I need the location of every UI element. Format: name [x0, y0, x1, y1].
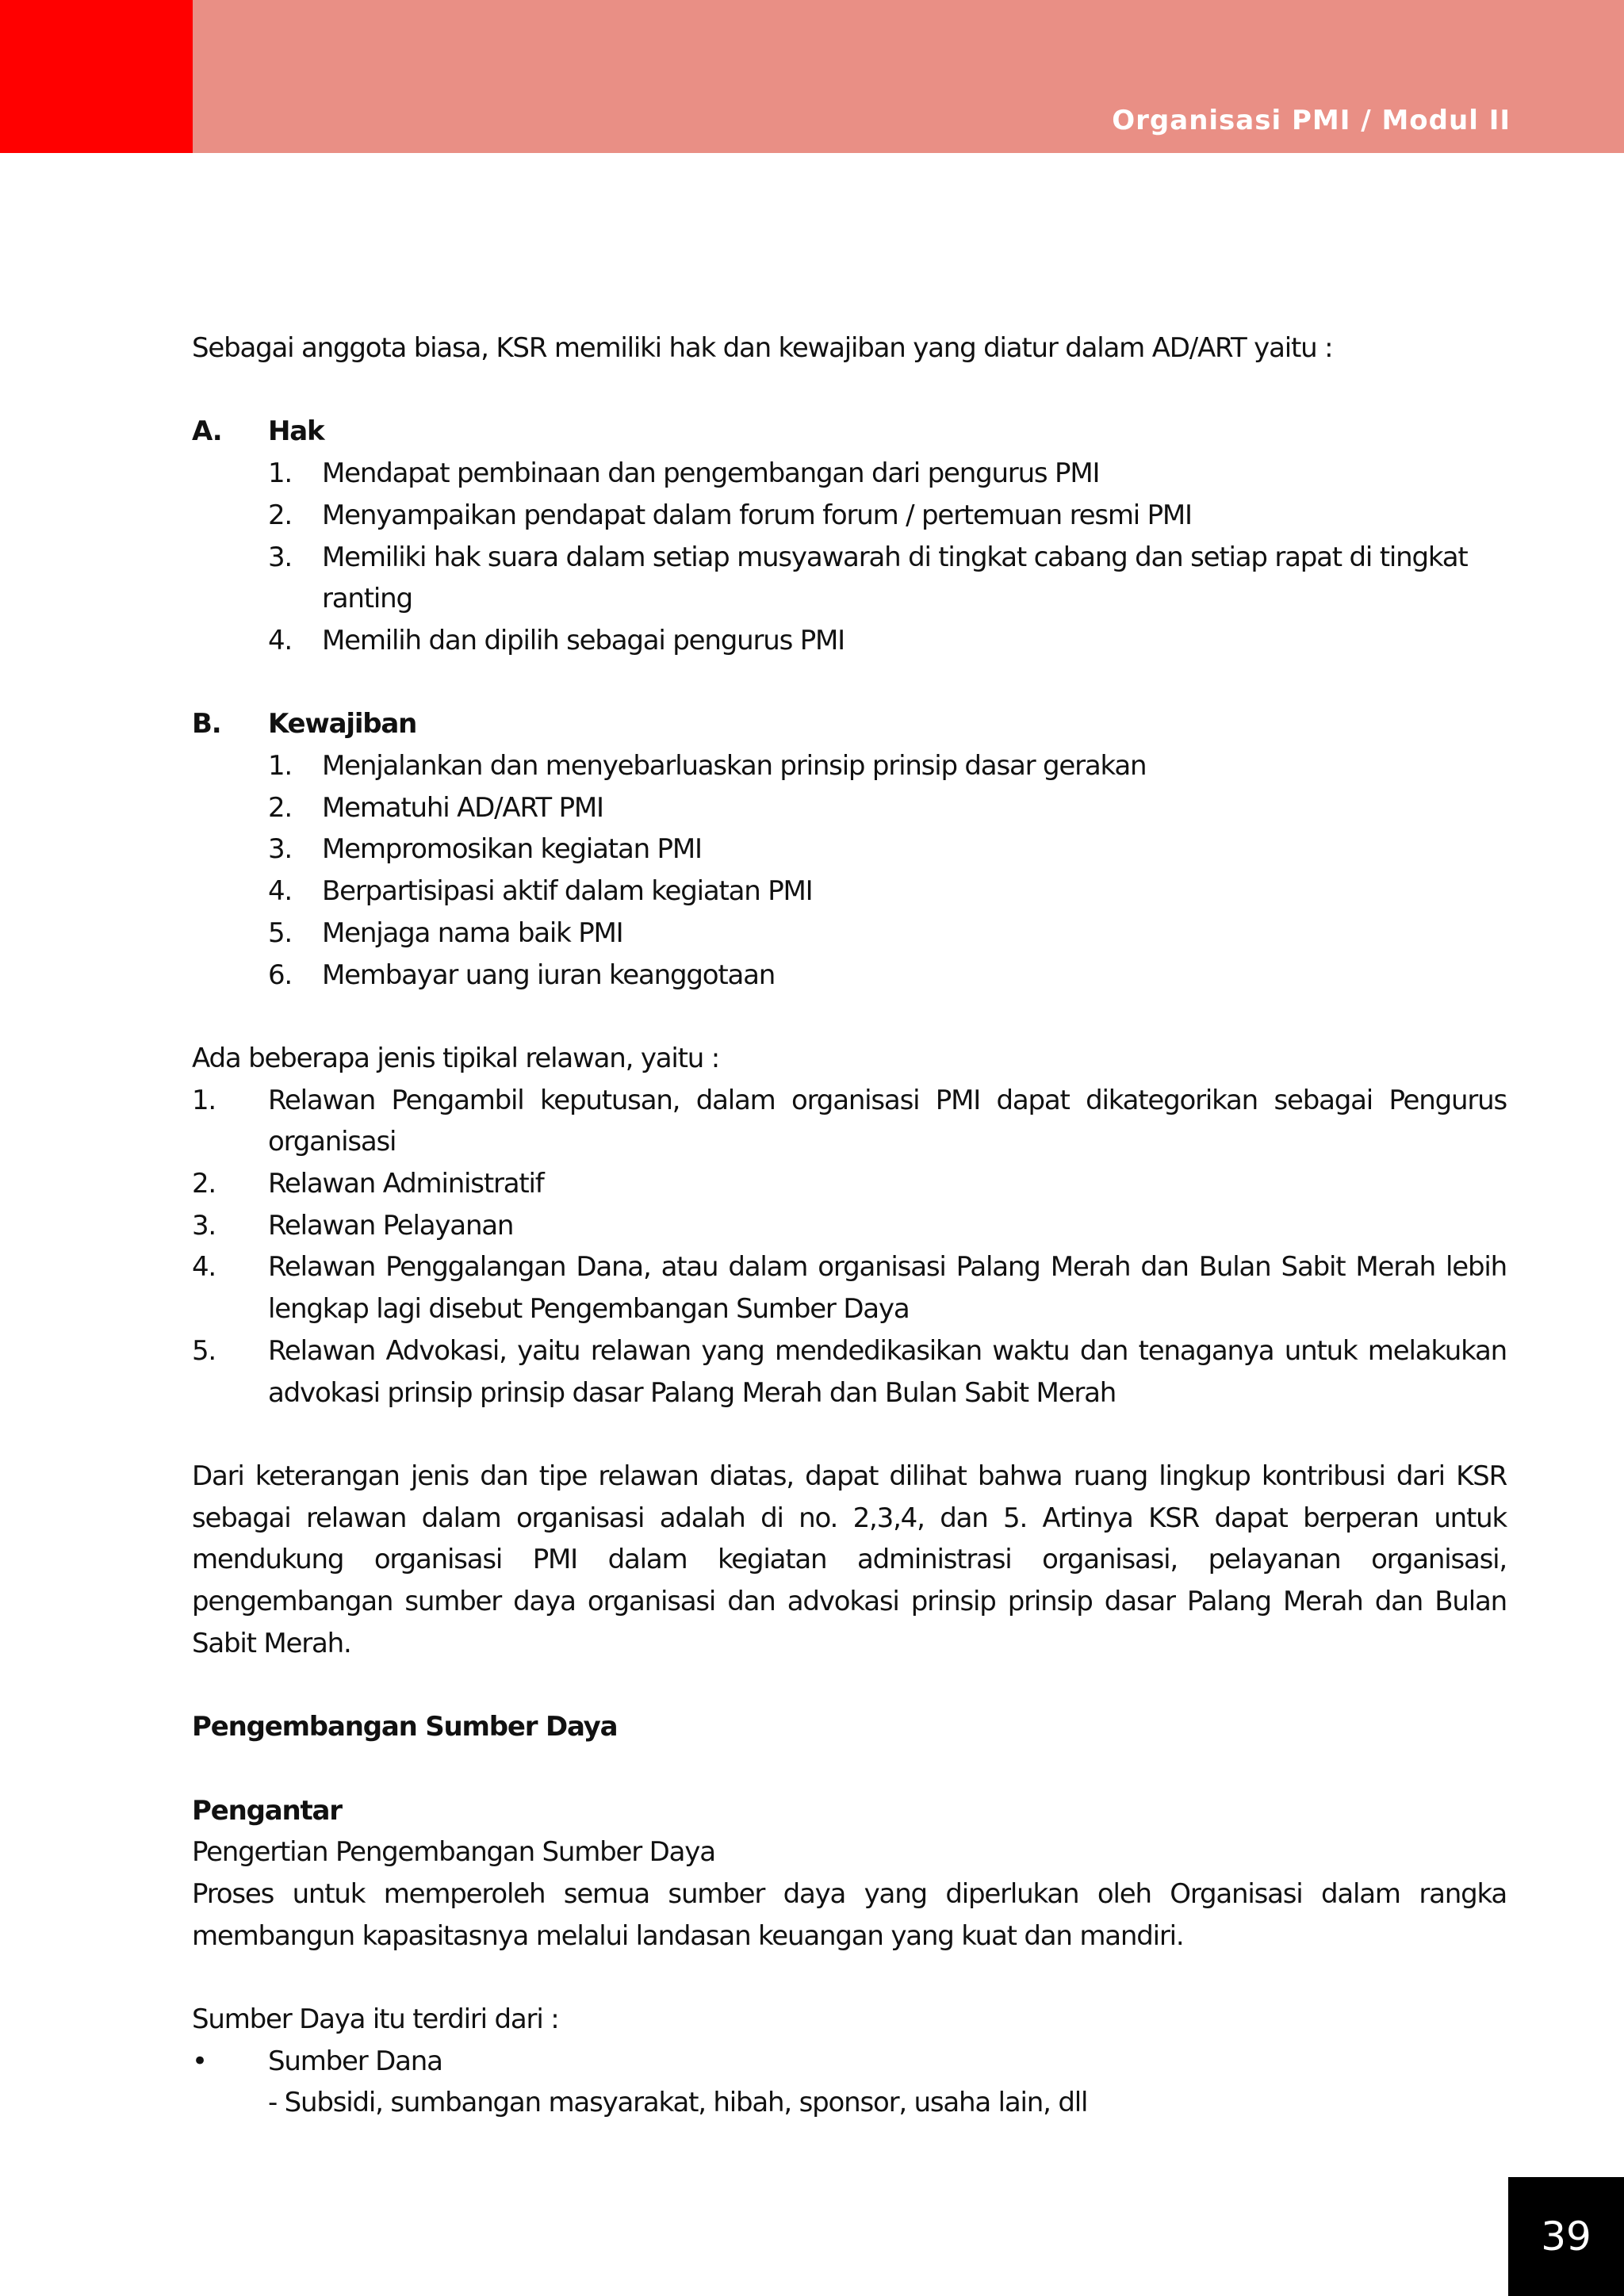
list-item [192, 913, 1507, 955]
bullet-detail: - Subsidi, sumbangan masyarakat, hibah, sponsor, usaha lain, dll [268, 2087, 1088, 2119]
list-text: Membayar uang iuran keanggotaan [322, 959, 776, 991]
list-text: Relawan Pengambil keputusan, dalam organisasi PMI dapat dikategorikan sebagai Pengurus organisasi [268, 1084, 1507, 1158]
intro-paragraph: Sebagai anggota biasa, KSR memiliki hak dan kewajiban yang diatur dalam AD/ART yaitu : [192, 332, 1333, 364]
list-text: Mendapat pembinaan dan pengembangan dari pengurus PMI [322, 457, 1100, 490]
section-title: Kewajiban [268, 708, 417, 740]
list-text: Relawan Advokasi, yaitu relawan yang mendedikasikan waktu dan tenaganya untuk melakukan advokasi prinsip prinsip dasar Palang Merah dan Bulan Sabit Merah [268, 1334, 1507, 1409]
section-title: Hak [268, 415, 324, 448]
volunteer-type-item [192, 1163, 1507, 1205]
list-text: Relawan Administratif [268, 1168, 544, 1200]
list-number: 5. [268, 916, 293, 949]
list-text: Relawan Pelayanan [268, 1209, 514, 1242]
list-number: 1. [268, 457, 293, 490]
header-band [193, 0, 1624, 153]
section-hak-heading [192, 411, 1507, 453]
list-text: Memiliki hak suara dalam setiap musyawarah di tingkat cabang dan setiap rapat di tingkat ranting [322, 541, 1468, 615]
list-number: 2. [268, 791, 293, 824]
psd-subheading: Pengantar [192, 1794, 342, 1827]
header-title: Organisasi PMI / Modul II [1112, 105, 1511, 136]
list-item [192, 453, 1507, 495]
list-number: 6. [268, 959, 293, 991]
volunteer-intro: Ada beberapa jenis tipikal relawan, yaitu : [192, 1042, 719, 1074]
header-red-block [0, 0, 193, 153]
volunteer-type-item [192, 1205, 1507, 1247]
psd-definition-title: Pengertian Pengembangan Sumber Daya [192, 1836, 715, 1869]
summary-paragraph: Dari keterangan jenis dan tipe relawan diatas, dapat dilihat bahwa ruang lingkup kontribusi dari KSR sebagai relawan dalam organisasi adalah di no. 2,3,4, dan 5. Artinya KSR dapat berperan untuk mendukung organisasi PMI dalam kegiatan administrasi organisasi, pelayanan organisasi, pengembangan sumber daya organisasi dan advokasi prinsip prinsip dasar Palang Merah dan Bulan Sabit Merah. [192, 1460, 1507, 1659]
list-number: 4. [192, 1251, 216, 1284]
list-item [192, 828, 1507, 871]
list-number: 2. [192, 1168, 216, 1200]
list-text: Menjalankan dan menyebarluaskan prinsip prinsip dasar gerakan [322, 750, 1147, 782]
psd-heading: Pengembangan Sumber Daya [192, 1711, 618, 1743]
list-item [192, 495, 1507, 537]
list-text: Berpartisipasi aktif dalam kegiatan PMI [322, 875, 813, 908]
section-letter: A. [192, 415, 222, 448]
bullet-symbol: • [192, 2045, 207, 2077]
list-text: Relawan Penggalangan Dana, atau dalam organisasi Palang Merah dan Bulan Sabit Merah lebih lengkap lagi disebut Pengembangan Sumber Daya [268, 1251, 1507, 1326]
bullet-item [192, 2041, 1507, 2083]
list-item [192, 955, 1507, 997]
list-number: 3. [268, 541, 293, 573]
page-number: 39 [1541, 2214, 1591, 2260]
page-content [192, 327, 1507, 2124]
list-text: Mempromosikan kegiatan PMI [322, 833, 702, 866]
volunteer-type-item [192, 1246, 1507, 1330]
list-number: 4. [268, 624, 293, 656]
list-text: Memilih dan dipilih sebagai pengurus PMI [322, 624, 845, 656]
list-item [192, 871, 1507, 913]
page-number-box [1508, 2177, 1624, 2296]
list-text: Menjaga nama baik PMI [322, 916, 623, 949]
bullet-title: Sumber Dana [268, 2045, 442, 2077]
list-text: Menyampaikan pendapat dalam forum forum / pertemuan resmi PMI [322, 499, 1192, 531]
psd-definition-text: Proses untuk memperoleh semua sumber daya yang diperlukan oleh Organisasi dalam rangka membangun kapasitasnya melalui landasan keuangan yang kuat dan mandiri. [192, 1877, 1507, 1952]
section-kewajiban-heading [192, 703, 1507, 745]
resources-intro: Sumber Daya itu terdiri dari : [192, 2003, 559, 2036]
list-number: 4. [268, 875, 293, 908]
list-text: Mematuhi AD/ART PMI [322, 791, 603, 824]
list-number: 1. [268, 750, 293, 782]
list-number: 2. [268, 499, 293, 531]
list-item [192, 745, 1507, 787]
volunteer-type-item [192, 1330, 1507, 1414]
list-number: 1. [192, 1084, 216, 1116]
volunteer-type-item [192, 1080, 1507, 1163]
list-number: 3. [268, 833, 293, 866]
list-number: 5. [192, 1334, 216, 1367]
list-item [192, 537, 1507, 620]
list-number: 3. [192, 1209, 216, 1242]
list-item [192, 787, 1507, 829]
section-letter: B. [192, 708, 221, 740]
list-item [192, 620, 1507, 662]
